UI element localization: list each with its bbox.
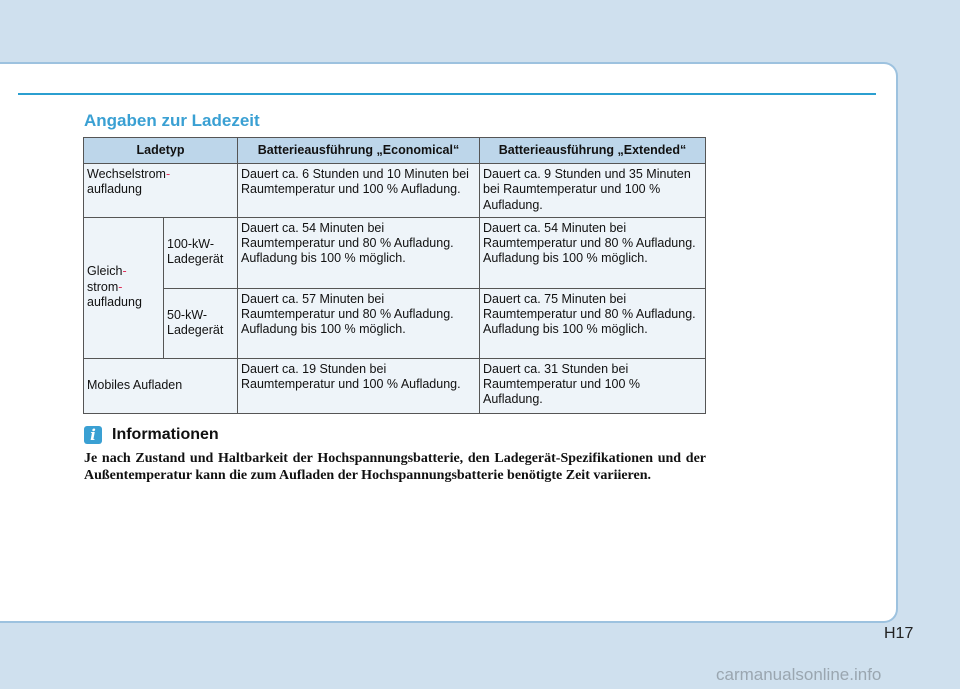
table-row (84, 164, 706, 218)
hyphen: - (122, 264, 127, 279)
ac-type-a: Wechselstrom (87, 167, 166, 181)
table-row (84, 358, 706, 413)
hyphen: - (165, 167, 171, 181)
info-icon: i (84, 426, 102, 444)
header-charge-type: Ladetyp (84, 138, 238, 164)
dc-type-a: Gleich (87, 264, 123, 279)
hyphen: - (118, 279, 123, 294)
dc-type-b: strom (87, 279, 119, 294)
dc-100kw-extended: Dauert ca. 54 Minuten bei Raumtemperatur und 80 % Aufladung. Aufladung bis 100 % möglich. (480, 217, 706, 288)
mobile-extended: Dauert ca. 31 Stunden bei Raumtemperatur und 100 % Aufladung. (480, 358, 706, 413)
dc-50kw-extended: Dauert ca. 75 Minuten bei Raumtemperatur und 80 % Aufladung. Aufladung bis 100 % möglich. (480, 288, 706, 358)
row-dc-type (84, 217, 164, 358)
mobile-economical: Dauert ca. 19 Stunden bei Raumtemperatur und 100 % Aufladung. (238, 358, 480, 413)
section-title: Angaben zur Ladezeit (84, 111, 260, 130)
header-economical: Batterieausführung „Economical“ (238, 138, 480, 164)
ac-extended: Dauert ca. 9 Stunden und 35 Minuten bei Raumtemperatur und 100 % Aufladung. (480, 164, 706, 218)
mobile-type: Mobiles Aufladen (84, 358, 238, 413)
info-text: Je nach Zustand und Haltbarkeit der Hochspannungsbatterie, den Ladegerät-Spezifikationen und der Außentemperatur kann die zum Aufladen der Hochspannungsbatterie benötigte Zeit variieren. (84, 451, 706, 483)
table-header-row (84, 138, 706, 164)
info-heading (84, 426, 219, 444)
charging-time-table (83, 137, 706, 414)
watermark: carmanualsonline.info (716, 665, 882, 684)
table-row (84, 288, 706, 358)
row-ac-type (84, 164, 238, 218)
dc-100kw-economical: Dauert ca. 54 Minuten bei Raumtemperatur und 80 % Aufladung. Aufladung bis 100 % möglich. (238, 217, 480, 288)
dc-type-c: aufladung (87, 294, 142, 309)
ac-economical: Dauert ca. 6 Stunden und 10 Minuten bei Raumtemperatur und 100 % Aufladung. (238, 164, 480, 218)
table-row (84, 217, 706, 288)
ac-type-b: aufladung (87, 182, 142, 197)
header-rule (18, 93, 876, 95)
page-number: H17 (884, 625, 914, 642)
dc-50kw-economical: Dauert ca. 57 Minuten bei Raumtemperatur und 80 % Aufladung. Aufladung bis 100 % möglich. (238, 288, 480, 358)
dc-100kw-charger: 100-kW-Ladegerät (164, 217, 238, 288)
dc-50kw-charger: 50-kW-Ladegerät (164, 288, 238, 358)
info-title: Informationen (112, 426, 219, 443)
header-extended: Batterieausführung „Extended“ (480, 138, 706, 164)
